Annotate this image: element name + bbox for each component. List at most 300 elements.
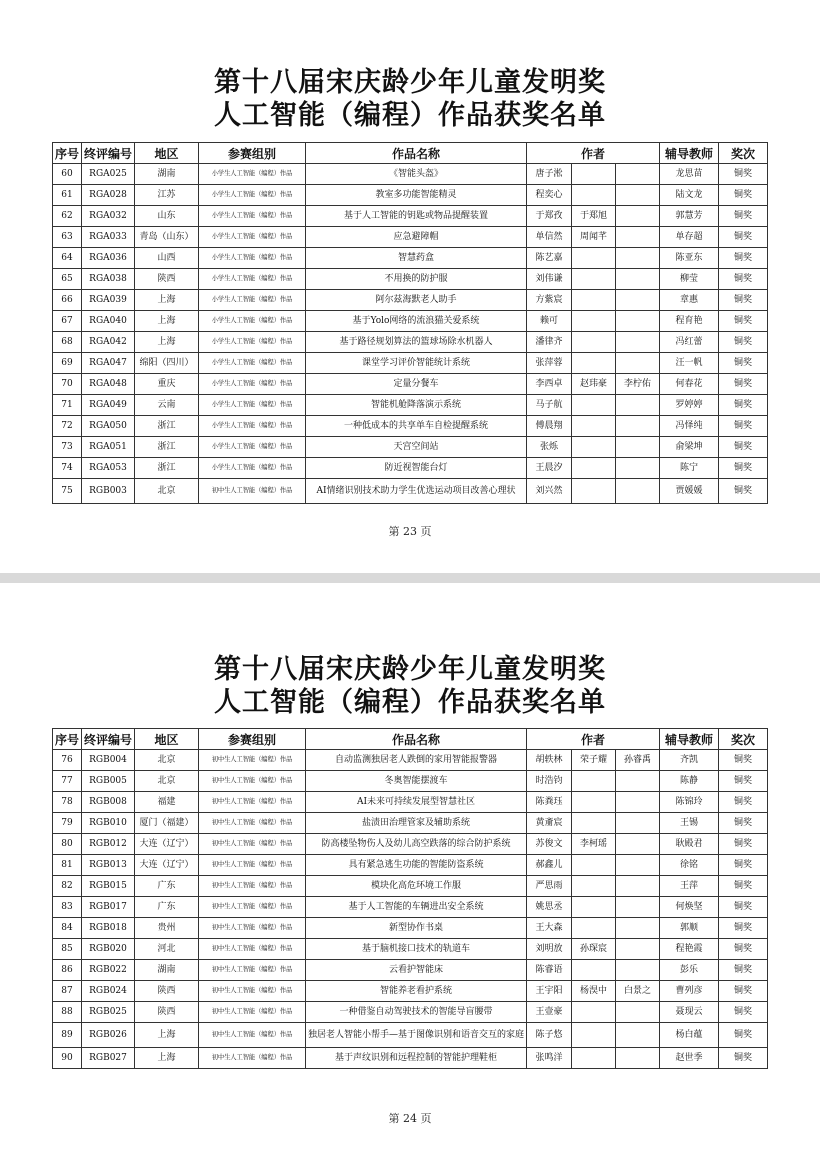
cell-author-2: [572, 1023, 616, 1048]
cell-work: 基于路径规划算法的篮球场除水机器人: [306, 332, 527, 353]
table-row: [53, 939, 768, 960]
cell-award: 铜奖: [719, 876, 768, 897]
cell-award: 铜奖: [719, 437, 768, 458]
cell-teacher: 赵世季: [660, 1048, 719, 1069]
cell-group: 小学生人工智能（编程）作品: [199, 185, 306, 206]
table-row: [53, 164, 768, 185]
cell-author-1: 刘兴然: [527, 479, 572, 504]
header-work: 作品名称: [306, 729, 527, 750]
title-line-1: 第十八届宋庆龄少年儿童发明奖: [214, 67, 606, 98]
cell-no: 83: [53, 897, 82, 918]
cell-award: 铜奖: [719, 206, 768, 227]
cell-code: RGA048: [82, 374, 135, 395]
cell-no: 60: [53, 164, 82, 185]
table-row: [53, 750, 768, 771]
cell-author-2: [572, 479, 616, 504]
header-region: 地区: [135, 729, 199, 750]
cell-group: 初中生人工智能（编程）作品: [199, 834, 306, 855]
cell-region: 浙江: [135, 437, 199, 458]
cell-author-2: [572, 960, 616, 981]
cell-award: 铜奖: [719, 981, 768, 1002]
cell-teacher: 何焕坚: [660, 897, 719, 918]
page-number: 第 23 页: [388, 525, 432, 538]
cell-teacher: 单存超: [660, 227, 719, 248]
cell-no: 75: [53, 479, 82, 504]
cell-author-2: 李柯瑶: [572, 834, 616, 855]
award-table: [52, 728, 768, 1069]
cell-work: 教室多功能智能精灵: [306, 185, 527, 206]
cell-author-3: 孙睿禹: [616, 750, 660, 771]
cell-region: 云南: [135, 395, 199, 416]
cell-work: 《智能头盔》: [306, 164, 527, 185]
cell-code: RGA036: [82, 248, 135, 269]
cell-author-3: [616, 164, 660, 185]
cell-group: 初中生人工智能（编程）作品: [199, 960, 306, 981]
cell-no: 66: [53, 290, 82, 311]
cell-author-1: 唐子淞: [527, 164, 572, 185]
cell-no: 90: [53, 1048, 82, 1069]
award-table: [52, 142, 768, 504]
cell-teacher: 郭顺: [660, 918, 719, 939]
cell-group: 小学生人工智能（编程）作品: [199, 374, 306, 395]
cell-work: 冬奥智能摆渡车: [306, 771, 527, 792]
table-row: [53, 834, 768, 855]
cell-region: 广东: [135, 876, 199, 897]
cell-region: 大连（辽宁）: [135, 855, 199, 876]
cell-author-3: [616, 1002, 660, 1023]
cell-author-1: 方紫宸: [527, 290, 572, 311]
cell-author-2: 荣子耀: [572, 750, 616, 771]
cell-award: 铜奖: [719, 185, 768, 206]
cell-author-1: 时浩钧: [527, 771, 572, 792]
table-row: [53, 437, 768, 458]
cell-award: 铜奖: [719, 416, 768, 437]
cell-teacher: 王萍: [660, 876, 719, 897]
cell-group: 初中生人工智能（编程）作品: [199, 479, 306, 504]
cell-author-2: [572, 416, 616, 437]
cell-author-1: 王壹豪: [527, 1002, 572, 1023]
cell-no: 76: [53, 750, 82, 771]
cell-no: 64: [53, 248, 82, 269]
cell-work: 智能养老看护系统: [306, 981, 527, 1002]
cell-group: 小学生人工智能（编程）作品: [199, 269, 306, 290]
cell-author-1: 于郑孜: [527, 206, 572, 227]
cell-award: 铜奖: [719, 918, 768, 939]
cell-region: 北京: [135, 750, 199, 771]
cell-code: RGA039: [82, 290, 135, 311]
cell-group: 初中生人工智能（编程）作品: [199, 1002, 306, 1023]
cell-author-3: [616, 1048, 660, 1069]
cell-teacher: 曹列彦: [660, 981, 719, 1002]
cell-author-3: [616, 437, 660, 458]
cell-region: 大连（辽宁）: [135, 834, 199, 855]
table-row: [53, 876, 768, 897]
cell-code: RGA025: [82, 164, 135, 185]
header-teacher: 辅导教师: [660, 729, 719, 750]
table-row: [53, 1048, 768, 1069]
cell-author-3: [616, 311, 660, 332]
page-number: 第 24 页: [388, 1112, 432, 1125]
cell-teacher: 聂现云: [660, 1002, 719, 1023]
cell-author-1: 程奕心: [527, 185, 572, 206]
table-row: [53, 290, 768, 311]
cell-no: 65: [53, 269, 82, 290]
cell-group: 初中生人工智能（编程）作品: [199, 876, 306, 897]
cell-work: 基于人工智能的车辆进出安全系统: [306, 897, 527, 918]
cell-award: 铜奖: [719, 248, 768, 269]
table-row: [53, 855, 768, 876]
cell-code: RGB003: [82, 479, 135, 504]
cell-author-1: 苏俊文: [527, 834, 572, 855]
cell-work: 基于声纹识别和远程控制的智能护理鞋柜: [306, 1048, 527, 1069]
cell-author-3: [616, 939, 660, 960]
cell-award: 铜奖: [719, 353, 768, 374]
table-body: [53, 164, 768, 504]
cell-work: 盐渍田治理管家及辅助系统: [306, 813, 527, 834]
table-row: [53, 185, 768, 206]
cell-author-3: [616, 897, 660, 918]
cell-group: 初中生人工智能（编程）作品: [199, 750, 306, 771]
cell-award: 铜奖: [719, 834, 768, 855]
cell-region: 河北: [135, 939, 199, 960]
cell-no: 88: [53, 1002, 82, 1023]
cell-author-3: [616, 876, 660, 897]
cell-teacher: 程育艳: [660, 311, 719, 332]
cell-author-2: [572, 813, 616, 834]
cell-teacher: 陈锦玲: [660, 792, 719, 813]
cell-teacher: 俞梁坤: [660, 437, 719, 458]
cell-no: 89: [53, 1023, 82, 1048]
cell-region: 山西: [135, 248, 199, 269]
cell-award: 铜奖: [719, 458, 768, 479]
cell-author-1: 单信然: [527, 227, 572, 248]
cell-author-2: [572, 897, 616, 918]
cell-author-3: [616, 395, 660, 416]
table-row: [53, 353, 768, 374]
cell-group: 小学生人工智能（编程）作品: [199, 416, 306, 437]
table-body: [53, 750, 768, 1069]
cell-region: 陕西: [135, 269, 199, 290]
cell-code: RGB004: [82, 750, 135, 771]
cell-code: RGB018: [82, 918, 135, 939]
cell-work: 定量分餐车: [306, 374, 527, 395]
header-no: 序号: [53, 143, 82, 164]
table-row: [53, 981, 768, 1002]
cell-work: 防近视智能台灯: [306, 458, 527, 479]
cell-teacher: 耿殿君: [660, 834, 719, 855]
cell-award: 铜奖: [719, 1048, 768, 1069]
table-row: [53, 918, 768, 939]
cell-group: 初中生人工智能（编程）作品: [199, 855, 306, 876]
cell-author-2: 杨淏中: [572, 981, 616, 1002]
title-line-2: 人工智能（编程）作品获奖名单: [214, 100, 606, 131]
cell-group: 初中生人工智能（编程）作品: [199, 1023, 306, 1048]
cell-work: 应急避障帽: [306, 227, 527, 248]
cell-author-2: [572, 1002, 616, 1023]
cell-teacher: 冯红蕾: [660, 332, 719, 353]
cell-author-2: [572, 311, 616, 332]
cell-teacher: 章惠: [660, 290, 719, 311]
cell-author-2: [572, 792, 616, 813]
cell-group: 初中生人工智能（编程）作品: [199, 918, 306, 939]
cell-author-2: [572, 918, 616, 939]
cell-author-1: 王大森: [527, 918, 572, 939]
cell-author-1: 胡轶林: [527, 750, 572, 771]
cell-no: 68: [53, 332, 82, 353]
cell-region: 湖南: [135, 164, 199, 185]
cell-code: RGB012: [82, 834, 135, 855]
cell-code: RGA047: [82, 353, 135, 374]
header-code: 终评编号: [82, 729, 135, 750]
cell-author-2: [572, 353, 616, 374]
cell-teacher: 陈静: [660, 771, 719, 792]
cell-region: 青岛（山东）: [135, 227, 199, 248]
table-row: [53, 1002, 768, 1023]
cell-teacher: 罗婷婷: [660, 395, 719, 416]
cell-code: RGA028: [82, 185, 135, 206]
cell-teacher: 郭慧芳: [660, 206, 719, 227]
cell-author-1: 陈粪珏: [527, 792, 572, 813]
cell-code: RGA049: [82, 395, 135, 416]
cell-code: RGA053: [82, 458, 135, 479]
table-row: [53, 1023, 768, 1048]
cell-code: RGB020: [82, 939, 135, 960]
cell-author-3: [616, 918, 660, 939]
cell-no: 72: [53, 416, 82, 437]
cell-author-1: 陈睿语: [527, 960, 572, 981]
cell-work: 防高楼坠物伤人及幼儿高空跌落的综合防护系统: [306, 834, 527, 855]
cell-code: RGA038: [82, 269, 135, 290]
cell-award: 铜奖: [719, 750, 768, 771]
cell-teacher: 齐凯: [660, 750, 719, 771]
cell-teacher: 程艳霞: [660, 939, 719, 960]
header-region: 地区: [135, 143, 199, 164]
cell-award: 铜奖: [719, 939, 768, 960]
cell-author-1: 张鸣洋: [527, 1048, 572, 1069]
cell-work: 云看护智能床: [306, 960, 527, 981]
cell-group: 初中生人工智能（编程）作品: [199, 897, 306, 918]
cell-author-3: [616, 960, 660, 981]
header-author: 作者: [527, 143, 660, 164]
table-row: [53, 227, 768, 248]
cell-no: 67: [53, 311, 82, 332]
cell-teacher: 龙思苗: [660, 164, 719, 185]
cell-no: 71: [53, 395, 82, 416]
cell-author-1: 李西卓: [527, 374, 572, 395]
header-award: 奖次: [719, 729, 768, 750]
cell-author-3: [616, 458, 660, 479]
cell-award: 铜奖: [719, 855, 768, 876]
header-teacher: 辅导教师: [660, 143, 719, 164]
cell-code: RGB025: [82, 1002, 135, 1023]
cell-author-2: [572, 269, 616, 290]
cell-author-2: [572, 1048, 616, 1069]
cell-code: RGB010: [82, 813, 135, 834]
cell-region: 陕西: [135, 1002, 199, 1023]
cell-work: 具有紧急逃生功能的智能防盗系统: [306, 855, 527, 876]
cell-region: 重庆: [135, 374, 199, 395]
cell-author-3: [616, 1023, 660, 1048]
cell-author-3: [616, 206, 660, 227]
cell-group: 初中生人工智能（编程）作品: [199, 771, 306, 792]
cell-code: RGA042: [82, 332, 135, 353]
cell-author-2: [572, 437, 616, 458]
cell-code: RGB024: [82, 981, 135, 1002]
cell-author-2: [572, 395, 616, 416]
cell-work: 一种借鉴自动驾驶技术的智能导盲腰带: [306, 1002, 527, 1023]
cell-author-2: [572, 771, 616, 792]
cell-work: 基于脑机接口技术的轨道车: [306, 939, 527, 960]
cell-group: 初中生人工智能（编程）作品: [199, 939, 306, 960]
title-line-1: 第十八届宋庆龄少年儿童发明奖: [214, 654, 606, 685]
cell-author-3: [616, 479, 660, 504]
cell-work: 自动监测独居老人跌倒的家用智能报警器: [306, 750, 527, 771]
cell-code: RGA050: [82, 416, 135, 437]
cell-award: 铜奖: [719, 792, 768, 813]
cell-author-1: 张萍蓉: [527, 353, 572, 374]
cell-group: 小学生人工智能（编程）作品: [199, 395, 306, 416]
cell-award: 铜奖: [719, 269, 768, 290]
table-row: [53, 897, 768, 918]
cell-author-1: 傅晨翔: [527, 416, 572, 437]
cell-author-1: 王宇阳: [527, 981, 572, 1002]
cell-author-1: 王晨汐: [527, 458, 572, 479]
cell-author-3: [616, 185, 660, 206]
cell-code: RGB017: [82, 897, 135, 918]
cell-group: 小学生人工智能（编程）作品: [199, 290, 306, 311]
cell-teacher: 陈亚东: [660, 248, 719, 269]
cell-code: RGB027: [82, 1048, 135, 1069]
cell-author-1: 张烁: [527, 437, 572, 458]
cell-group: 小学生人工智能（编程）作品: [199, 227, 306, 248]
cell-group: 小学生人工智能（编程）作品: [199, 353, 306, 374]
cell-teacher: 杨白蕴: [660, 1023, 719, 1048]
cell-author-1: 黄齑宸: [527, 813, 572, 834]
cell-group: 初中生人工智能（编程）作品: [199, 792, 306, 813]
cell-work: 智能机舱降落演示系统: [306, 395, 527, 416]
cell-work: 独居老人智能小帮手—基于图像识别和语音交互的家庭: [306, 1023, 527, 1048]
cell-no: 73: [53, 437, 82, 458]
cell-region: 上海: [135, 1048, 199, 1069]
cell-teacher: 何春花: [660, 374, 719, 395]
cell-region: 上海: [135, 290, 199, 311]
cell-code: RGB013: [82, 855, 135, 876]
cell-work: 天宫空间站: [306, 437, 527, 458]
cell-region: 湖南: [135, 960, 199, 981]
cell-award: 铜奖: [719, 1002, 768, 1023]
cell-author-3: [616, 834, 660, 855]
cell-region: 福建: [135, 792, 199, 813]
cell-teacher: 冯怿纯: [660, 416, 719, 437]
table-header: [53, 729, 768, 750]
cell-region: 绵阳（四川）: [135, 353, 199, 374]
cell-no: 63: [53, 227, 82, 248]
cell-author-3: 白景之: [616, 981, 660, 1002]
cell-no: 70: [53, 374, 82, 395]
cell-teacher: 徐铭: [660, 855, 719, 876]
cell-group: 小学生人工智能（编程）作品: [199, 248, 306, 269]
cell-award: 铜奖: [719, 290, 768, 311]
cell-no: 74: [53, 458, 82, 479]
cell-group: 小学生人工智能（编程）作品: [199, 311, 306, 332]
cell-author-1: 刘明放: [527, 939, 572, 960]
cell-code: RGA051: [82, 437, 135, 458]
cell-teacher: 陆文龙: [660, 185, 719, 206]
cell-work: AI情绪识别技术助力学生优选运动项目改善心理状: [306, 479, 527, 504]
cell-author-2: [572, 248, 616, 269]
cell-teacher: 彭乐: [660, 960, 719, 981]
cell-author-3: [616, 269, 660, 290]
cell-region: 浙江: [135, 458, 199, 479]
cell-author-3: [616, 771, 660, 792]
cell-no: 62: [53, 206, 82, 227]
cell-code: RGB026: [82, 1023, 135, 1048]
cell-work: 不用换的防护服: [306, 269, 527, 290]
cell-author-1: 姚思丞: [527, 897, 572, 918]
cell-author-3: [616, 416, 660, 437]
table-row: [53, 311, 768, 332]
cell-award: 铜奖: [719, 374, 768, 395]
cell-region: 上海: [135, 1023, 199, 1048]
cell-author-2: [572, 855, 616, 876]
cell-code: RGB015: [82, 876, 135, 897]
cell-group: 小学生人工智能（编程）作品: [199, 206, 306, 227]
cell-author-1: 严思雨: [527, 876, 572, 897]
cell-region: 广东: [135, 897, 199, 918]
cell-author-3: [616, 227, 660, 248]
cell-author-3: [616, 813, 660, 834]
cell-author-3: [616, 290, 660, 311]
cell-no: 77: [53, 771, 82, 792]
cell-author-2: [572, 185, 616, 206]
cell-work: 课堂学习评价智能统计系统: [306, 353, 527, 374]
cell-author-2: 于郑旭: [572, 206, 616, 227]
table-row: [53, 458, 768, 479]
header-group: 参赛组别: [199, 729, 306, 750]
cell-award: 铜奖: [719, 960, 768, 981]
cell-author-1: 郝鑫儿: [527, 855, 572, 876]
cell-author-2: [572, 458, 616, 479]
table-row: [53, 813, 768, 834]
cell-region: 浙江: [135, 416, 199, 437]
cell-author-3: 李柠佑: [616, 374, 660, 395]
cell-work: 基于人工智能的钥匙或物品提醒装置: [306, 206, 527, 227]
table-row: [53, 269, 768, 290]
cell-author-2: [572, 332, 616, 353]
page-separator: [0, 573, 820, 583]
cell-region: 上海: [135, 332, 199, 353]
cell-work: 基于Yolo网络的流浪猫关爱系统: [306, 311, 527, 332]
cell-author-3: [616, 332, 660, 353]
cell-no: 87: [53, 981, 82, 1002]
cell-award: 铜奖: [719, 771, 768, 792]
header-work: 作品名称: [306, 143, 527, 164]
cell-author-1: 赖可: [527, 311, 572, 332]
header-author: 作者: [527, 729, 660, 750]
cell-no: 78: [53, 792, 82, 813]
page-23: [0, 0, 820, 573]
cell-author-1: 陈艺嘉: [527, 248, 572, 269]
cell-award: 铜奖: [719, 332, 768, 353]
cell-award: 铜奖: [719, 311, 768, 332]
cell-award: 铜奖: [719, 897, 768, 918]
cell-author-3: [616, 792, 660, 813]
table-row: [53, 206, 768, 227]
table-header: [53, 143, 768, 164]
header-award: 奖次: [719, 143, 768, 164]
table-row: [53, 771, 768, 792]
cell-award: 铜奖: [719, 395, 768, 416]
